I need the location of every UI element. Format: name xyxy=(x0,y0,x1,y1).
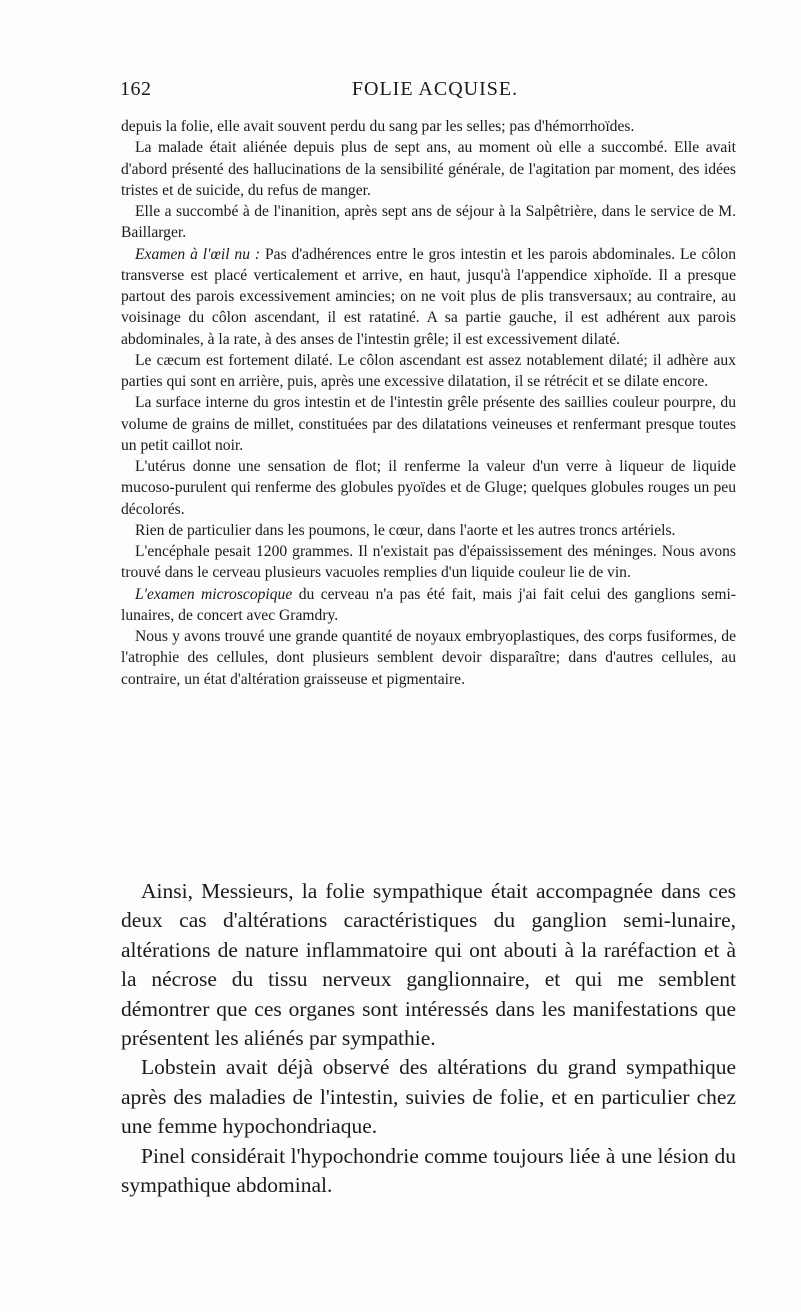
paragraph: Lobstein avait déjà observé des altérations du grand sympathique après des maladies de l'intestin, suivies de folie, et en particulier chez une femme hypochondriaque. xyxy=(121,1055,736,1139)
running-head xyxy=(120,78,740,108)
paragraph xyxy=(121,244,736,350)
paragraph: La malade était aliénée depuis plus de sept ans, au moment où elle a succombé. Elle avait d'abord présenté des hallucinations de la sensibilité générale, de l'agitation par moment, des idées tristes et de suicide, du refus de manger. xyxy=(121,139,736,199)
observation-text xyxy=(121,116,736,690)
section-lead: Examen à l'œil nu : xyxy=(135,245,261,263)
paragraph: Nous y avons trouvé une grande quantité de noyaux embryoplastiques, des corps fusiformes, de l'atrophie des cellules, dont plusieurs semblent devoir disparaître; dans d'autres cellules, au contraire, un état d'altération graisseuse et pigmentaire. xyxy=(121,628,736,688)
lecture-text xyxy=(121,877,736,1200)
paragraph: L'utérus donne une sensation de flot; il renferme la valeur d'un verre à liqueur de liquide mucoso-purulent qui renferme des globules pyoïdes et de Gluge; quelques globules rouges un peu décolorés. xyxy=(121,458,736,518)
paragraph: Rien de particulier dans les poumons, le cœur, dans l'aorte et les autres troncs artériels. xyxy=(135,521,676,539)
paragraph: Elle a succombé à de l'inanition, après sept ans de séjour à la Salpêtrière, dans le service de M. Baillarger. xyxy=(121,203,736,242)
paragraph: depuis la folie, elle avait souvent perdu du sang par les selles; pas d'hémorrhoïdes. xyxy=(121,118,635,135)
paragraph: Ainsi, Messieurs, la folie sympathique était accompagnée dans ces deux cas d'altérations caractéristiques du ganglion semi-lunaire, altérations de nature inflammatoire qui ont abouti à la raréfaction et à la nécrose du tissu nerveux ganglionnaire, et qui me semblent démontrer que ces organes sont intéressés dans les manifestations que présentent les aliénés par sympathie. xyxy=(121,879,736,1051)
paragraph: Pinel considérait l'hypochondrie comme toujours liée à une lésion du sympathique abdominal. xyxy=(121,1143,736,1198)
paragraph xyxy=(121,584,736,627)
paragraph: La surface interne du gros intestin et de l'intestin grêle présente des saillies couleur pourpre, du volume de grains de millet, constituées par des dilatations veineuses et renfermant presque toutes un petit caillot noir. xyxy=(121,394,736,454)
paragraph-body: du cerveau n'a pas été fait, mais j'ai fait celui des ganglions semi-lunaires, de concert avec Gramdry. xyxy=(121,585,736,624)
running-title: FOLIE ACQUISE. xyxy=(351,78,519,100)
section-lead: L'examen microscopique xyxy=(135,585,293,603)
page-number: 162 xyxy=(120,78,152,100)
paragraph: L'encéphale pesait 1200 grammes. Il n'existait pas d'épaississement des méninges. Nous avons trouvé dans le cerveau plusieurs vacuoles remplies d'un liquide couleur lie de vin. xyxy=(121,543,736,582)
paragraph-body: Pas d'adhérences entre le gros intestin et les parois abdominales. Le côlon transverse est placé verticalement et arrive, en haut, jusqu'à l'appendice xiphoïde. Il a presque partout des parois excessivement amincies; on ne voit plus de plis transversaux; au contraire, au voisinage du côlon ascendant, il est ratatiné. A sa partie gauche, il est adhérent aux parois abdominales, à la rate, à des anses de l'intestin grêle; il est excessivement dilaté. xyxy=(121,245,736,348)
paragraph: Le cæcum est fortement dilaté. Le côlon ascendant est assez notablement dilaté; il adhère aux parties qui sont en arrière, puis, après une excessive dilatation, il se rétrécit et se dilate encore. xyxy=(121,351,736,390)
